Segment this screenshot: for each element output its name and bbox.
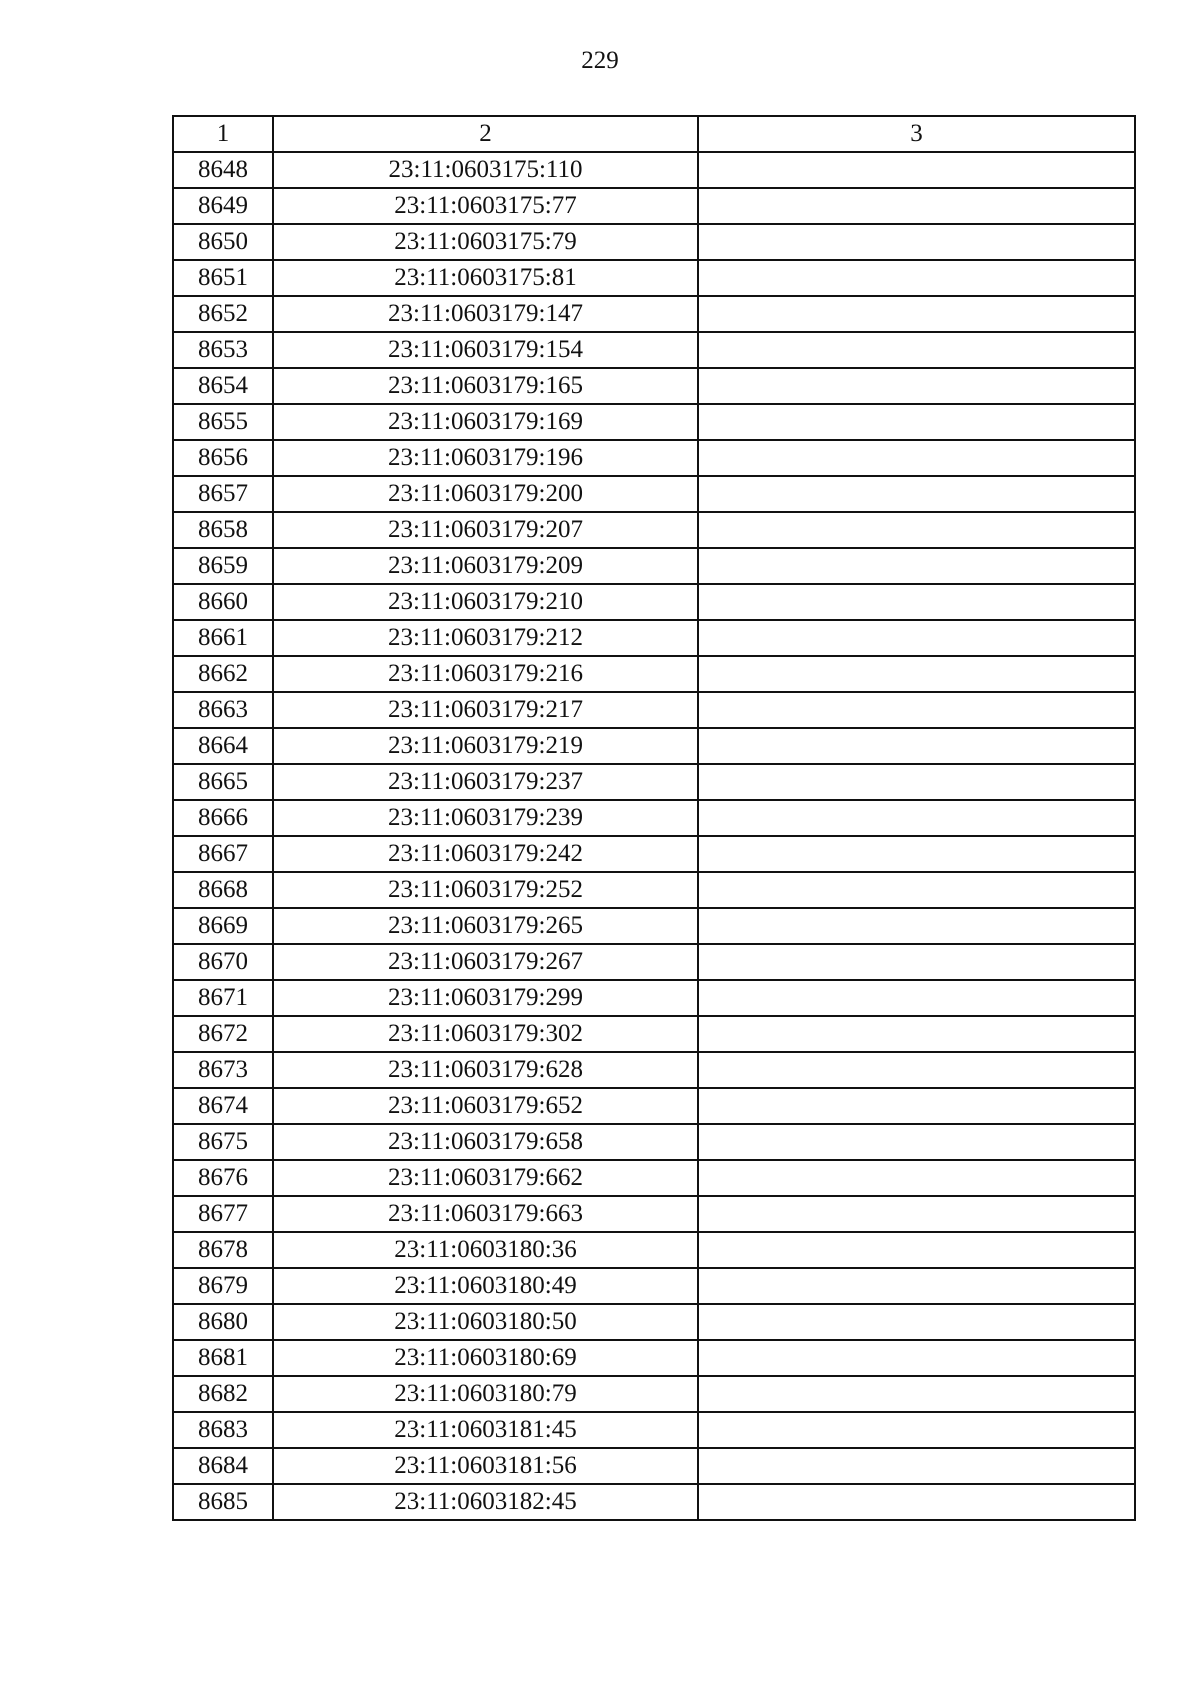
column-3-cell	[698, 1016, 1135, 1052]
row-number-cell: 8649	[173, 188, 273, 224]
cadastral-number-cell: 23:11:0603180:36	[273, 1232, 698, 1268]
row-number-cell: 8666	[173, 800, 273, 836]
column-header-2: 2	[273, 116, 698, 152]
row-number-cell: 8681	[173, 1340, 273, 1376]
row-number-cell: 8683	[173, 1412, 273, 1448]
table-row	[173, 944, 1135, 980]
table-row	[173, 440, 1135, 476]
row-number-cell: 8651	[173, 260, 273, 296]
table-row	[173, 512, 1135, 548]
table-row	[173, 332, 1135, 368]
table-row	[173, 1160, 1135, 1196]
row-number-cell: 8679	[173, 1268, 273, 1304]
row-number-cell: 8650	[173, 224, 273, 260]
row-number-cell: 8657	[173, 476, 273, 512]
column-3-cell	[698, 1196, 1135, 1232]
table-row	[173, 296, 1135, 332]
cadastral-number-cell: 23:11:0603179:265	[273, 908, 698, 944]
table-row	[173, 548, 1135, 584]
table-row	[173, 404, 1135, 440]
cadastral-number-cell: 23:11:0603175:81	[273, 260, 698, 296]
table-row	[173, 1340, 1135, 1376]
cadastral-number-cell: 23:11:0603179:628	[273, 1052, 698, 1088]
cadastral-number-cell: 23:11:0603179:216	[273, 656, 698, 692]
column-3-cell	[698, 908, 1135, 944]
cadastral-number-cell: 23:11:0603179:154	[273, 332, 698, 368]
row-number-cell: 8669	[173, 908, 273, 944]
table-row	[173, 224, 1135, 260]
column-3-cell	[698, 368, 1135, 404]
column-3-cell	[698, 224, 1135, 260]
column-3-cell	[698, 764, 1135, 800]
cadastral-number-cell: 23:11:0603179:147	[273, 296, 698, 332]
cadastral-number-cell: 23:11:0603180:69	[273, 1340, 698, 1376]
column-3-cell	[698, 1232, 1135, 1268]
column-3-cell	[698, 1052, 1135, 1088]
cadastral-number-cell: 23:11:0603181:45	[273, 1412, 698, 1448]
row-number-cell: 8671	[173, 980, 273, 1016]
cadastral-number-cell: 23:11:0603179:242	[273, 836, 698, 872]
table-row	[173, 188, 1135, 224]
column-3-cell	[698, 260, 1135, 296]
column-3-cell	[698, 1268, 1135, 1304]
row-number-cell: 8682	[173, 1376, 273, 1412]
table-row	[173, 1376, 1135, 1412]
row-number-cell: 8656	[173, 440, 273, 476]
row-number-cell: 8653	[173, 332, 273, 368]
cadastral-number-cell: 23:11:0603179:212	[273, 620, 698, 656]
cadastral-number-cell: 23:11:0603179:662	[273, 1160, 698, 1196]
column-3-cell	[698, 836, 1135, 872]
column-3-cell	[698, 1088, 1135, 1124]
column-3-cell	[698, 1304, 1135, 1340]
table-row	[173, 368, 1135, 404]
table-row	[173, 1052, 1135, 1088]
row-number-cell: 8672	[173, 1016, 273, 1052]
column-3-cell	[698, 440, 1135, 476]
cadastral-number-cell: 23:11:0603179:239	[273, 800, 698, 836]
row-number-cell: 8654	[173, 368, 273, 404]
column-3-cell	[698, 620, 1135, 656]
cadastral-number-cell: 23:11:0603179:165	[273, 368, 698, 404]
table-header	[173, 116, 1135, 152]
table-row	[173, 1016, 1135, 1052]
cadastral-number-cell: 23:11:0603179:210	[273, 584, 698, 620]
cadastral-number-cell: 23:11:0603179:299	[273, 980, 698, 1016]
cadastral-number-cell: 23:11:0603180:50	[273, 1304, 698, 1340]
cadastral-number-cell: 23:11:0603175:77	[273, 188, 698, 224]
column-3-cell	[698, 1160, 1135, 1196]
row-number-cell: 8662	[173, 656, 273, 692]
table-row	[173, 1304, 1135, 1340]
cadastral-number-cell: 23:11:0603179:217	[273, 692, 698, 728]
column-header-1: 1	[173, 116, 273, 152]
cadastral-number-cell: 23:11:0603175:110	[273, 152, 698, 188]
column-3-cell	[698, 512, 1135, 548]
row-number-cell: 8670	[173, 944, 273, 980]
column-3-cell	[698, 872, 1135, 908]
cadastral-number-cell: 23:11:0603179:302	[273, 1016, 698, 1052]
column-3-cell	[698, 404, 1135, 440]
column-3-cell	[698, 728, 1135, 764]
column-3-cell	[698, 944, 1135, 980]
cadastral-number-cell: 23:11:0603175:79	[273, 224, 698, 260]
row-number-cell: 8664	[173, 728, 273, 764]
row-number-cell: 8667	[173, 836, 273, 872]
column-3-cell	[698, 476, 1135, 512]
column-3-cell	[698, 800, 1135, 836]
row-number-cell: 8658	[173, 512, 273, 548]
cadastral-number-cell: 23:11:0603179:169	[273, 404, 698, 440]
column-3-cell	[698, 152, 1135, 188]
header-row	[173, 116, 1135, 152]
row-number-cell: 8680	[173, 1304, 273, 1340]
column-3-cell	[698, 548, 1135, 584]
column-3-cell	[698, 332, 1135, 368]
table-row	[173, 980, 1135, 1016]
cadastral-number-cell: 23:11:0603179:252	[273, 872, 698, 908]
table-row	[173, 764, 1135, 800]
table-row	[173, 1232, 1135, 1268]
cadastral-number-cell: 23:11:0603179:658	[273, 1124, 698, 1160]
cadastral-number-cell: 23:11:0603179:196	[273, 440, 698, 476]
row-number-cell: 8668	[173, 872, 273, 908]
table-row	[173, 1448, 1135, 1484]
row-number-cell: 8684	[173, 1448, 273, 1484]
row-number-cell: 8660	[173, 584, 273, 620]
table-row	[173, 692, 1135, 728]
cadastral-number-cell: 23:11:0603181:56	[273, 1448, 698, 1484]
table-body	[173, 152, 1135, 1520]
column-3-cell	[698, 1376, 1135, 1412]
cadastral-number-cell: 23:11:0603179:200	[273, 476, 698, 512]
row-number-cell: 8676	[173, 1160, 273, 1196]
table-row	[173, 584, 1135, 620]
column-3-cell	[698, 656, 1135, 692]
row-number-cell: 8675	[173, 1124, 273, 1160]
row-number-cell: 8678	[173, 1232, 273, 1268]
row-number-cell: 8661	[173, 620, 273, 656]
column-3-cell	[698, 692, 1135, 728]
cadastral-number-cell: 23:11:0603179:237	[273, 764, 698, 800]
cadastral-number-cell: 23:11:0603179:219	[273, 728, 698, 764]
column-header-3: 3	[698, 116, 1135, 152]
row-number-cell: 8665	[173, 764, 273, 800]
table-row	[173, 1268, 1135, 1304]
column-3-cell	[698, 980, 1135, 1016]
cadastral-number-cell: 23:11:0603180:79	[273, 1376, 698, 1412]
table-row	[173, 1088, 1135, 1124]
column-3-cell	[698, 188, 1135, 224]
table-row	[173, 1124, 1135, 1160]
table-row	[173, 152, 1135, 188]
cadastral-number-cell: 23:11:0603179:209	[273, 548, 698, 584]
column-3-cell	[698, 1484, 1135, 1520]
row-number-cell: 8685	[173, 1484, 273, 1520]
table-row	[173, 908, 1135, 944]
column-3-cell	[698, 584, 1135, 620]
row-number-cell: 8677	[173, 1196, 273, 1232]
cadastral-number-cell: 23:11:0603179:267	[273, 944, 698, 980]
row-number-cell: 8659	[173, 548, 273, 584]
row-number-cell: 8673	[173, 1052, 273, 1088]
table-row	[173, 1484, 1135, 1520]
table-row	[173, 1196, 1135, 1232]
table-row	[173, 728, 1135, 764]
column-3-cell	[698, 296, 1135, 332]
cadastral-number-cell: 23:11:0603179:663	[273, 1196, 698, 1232]
row-number-cell: 8648	[173, 152, 273, 188]
cadastral-number-cell: 23:11:0603179:652	[273, 1088, 698, 1124]
cadastral-number-cell: 23:11:0603182:45	[273, 1484, 698, 1520]
cadastral-number-cell: 23:11:0603180:49	[273, 1268, 698, 1304]
cadastral-number-cell: 23:11:0603179:207	[273, 512, 698, 548]
registry-table	[172, 115, 1136, 1521]
table-row	[173, 260, 1135, 296]
page-number: 229	[581, 47, 619, 74]
row-number-cell: 8674	[173, 1088, 273, 1124]
column-3-cell	[698, 1412, 1135, 1448]
column-3-cell	[698, 1124, 1135, 1160]
column-3-cell	[698, 1448, 1135, 1484]
row-number-cell: 8652	[173, 296, 273, 332]
table-row	[173, 872, 1135, 908]
table-row	[173, 1412, 1135, 1448]
table-row	[173, 800, 1135, 836]
table-row	[173, 836, 1135, 872]
column-3-cell	[698, 1340, 1135, 1376]
row-number-cell: 8655	[173, 404, 273, 440]
table-row	[173, 620, 1135, 656]
row-number-cell: 8663	[173, 692, 273, 728]
table-row	[173, 476, 1135, 512]
table-row	[173, 656, 1135, 692]
